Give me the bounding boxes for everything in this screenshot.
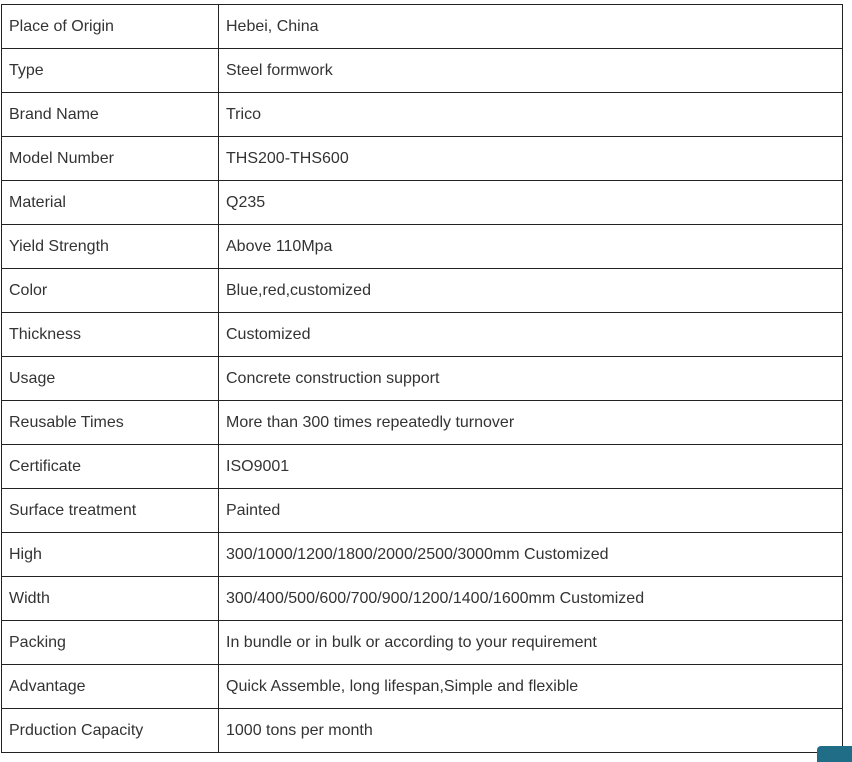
table-row bbox=[2, 313, 843, 357]
table-row bbox=[2, 533, 843, 577]
spec-value-brand-name: Trico bbox=[219, 93, 843, 137]
table-row bbox=[2, 137, 843, 181]
spec-value-color: Blue,red,customized bbox=[219, 269, 843, 313]
spec-value-width: 300/400/500/600/700/900/1200/1400/1600mm Customized bbox=[219, 577, 843, 621]
spec-value-model-number: THS200-THS600 bbox=[219, 137, 843, 181]
table-row bbox=[2, 269, 843, 313]
spec-label-thickness: Thickness bbox=[2, 313, 219, 357]
spec-label-surface-treatment: Surface treatment bbox=[2, 489, 219, 533]
spec-value-reusable-times: More than 300 times repeatedly turnover bbox=[219, 401, 843, 445]
spec-label-production-capacity: Prduction Capacity bbox=[2, 709, 219, 753]
spec-value-certificate: ISO9001 bbox=[219, 445, 843, 489]
spec-label-model-number: Model Number bbox=[2, 137, 219, 181]
spec-value-advantage: Quick Assemble, long lifespan,Simple and flexible bbox=[219, 665, 843, 709]
spec-table-body bbox=[2, 5, 843, 753]
spec-value-type: Steel formwork bbox=[219, 49, 843, 93]
product-spec-table bbox=[1, 4, 843, 753]
table-row bbox=[2, 665, 843, 709]
table-row bbox=[2, 181, 843, 225]
table-row bbox=[2, 357, 843, 401]
spec-value-usage: Concrete construction support bbox=[219, 357, 843, 401]
spec-label-brand-name: Brand Name bbox=[2, 93, 219, 137]
table-row bbox=[2, 445, 843, 489]
floating-chat-widget[interactable] bbox=[817, 746, 852, 762]
table-row bbox=[2, 709, 843, 753]
spec-label-certificate: Certificate bbox=[2, 445, 219, 489]
spec-label-reusable-times: Reusable Times bbox=[2, 401, 219, 445]
spec-label-yield-strength: Yield Strength bbox=[2, 225, 219, 269]
spec-value-yield-strength: Above 110Mpa bbox=[219, 225, 843, 269]
spec-value-production-capacity: 1000 tons per month bbox=[219, 709, 843, 753]
spec-label-color: Color bbox=[2, 269, 219, 313]
table-row bbox=[2, 5, 843, 49]
table-row bbox=[2, 401, 843, 445]
table-row bbox=[2, 49, 843, 93]
spec-value-place-of-origin: Hebei, China bbox=[219, 5, 843, 49]
spec-label-width: Width bbox=[2, 577, 219, 621]
spec-value-material: Q235 bbox=[219, 181, 843, 225]
spec-label-high: High bbox=[2, 533, 219, 577]
table-row bbox=[2, 225, 843, 269]
spec-label-place-of-origin: Place of Origin bbox=[2, 5, 219, 49]
table-row bbox=[2, 577, 843, 621]
spec-value-thickness: Customized bbox=[219, 313, 843, 357]
table-row bbox=[2, 489, 843, 533]
table-row bbox=[2, 621, 843, 665]
spec-value-packing: In bundle or in bulk or according to your requirement bbox=[219, 621, 843, 665]
spec-label-material: Material bbox=[2, 181, 219, 225]
spec-label-type: Type bbox=[2, 49, 219, 93]
spec-label-usage: Usage bbox=[2, 357, 219, 401]
table-row bbox=[2, 93, 843, 137]
spec-value-high: 300/1000/1200/1800/2000/2500/3000mm Customized bbox=[219, 533, 843, 577]
spec-label-advantage: Advantage bbox=[2, 665, 219, 709]
spec-value-surface-treatment: Painted bbox=[219, 489, 843, 533]
spec-label-packing: Packing bbox=[2, 621, 219, 665]
